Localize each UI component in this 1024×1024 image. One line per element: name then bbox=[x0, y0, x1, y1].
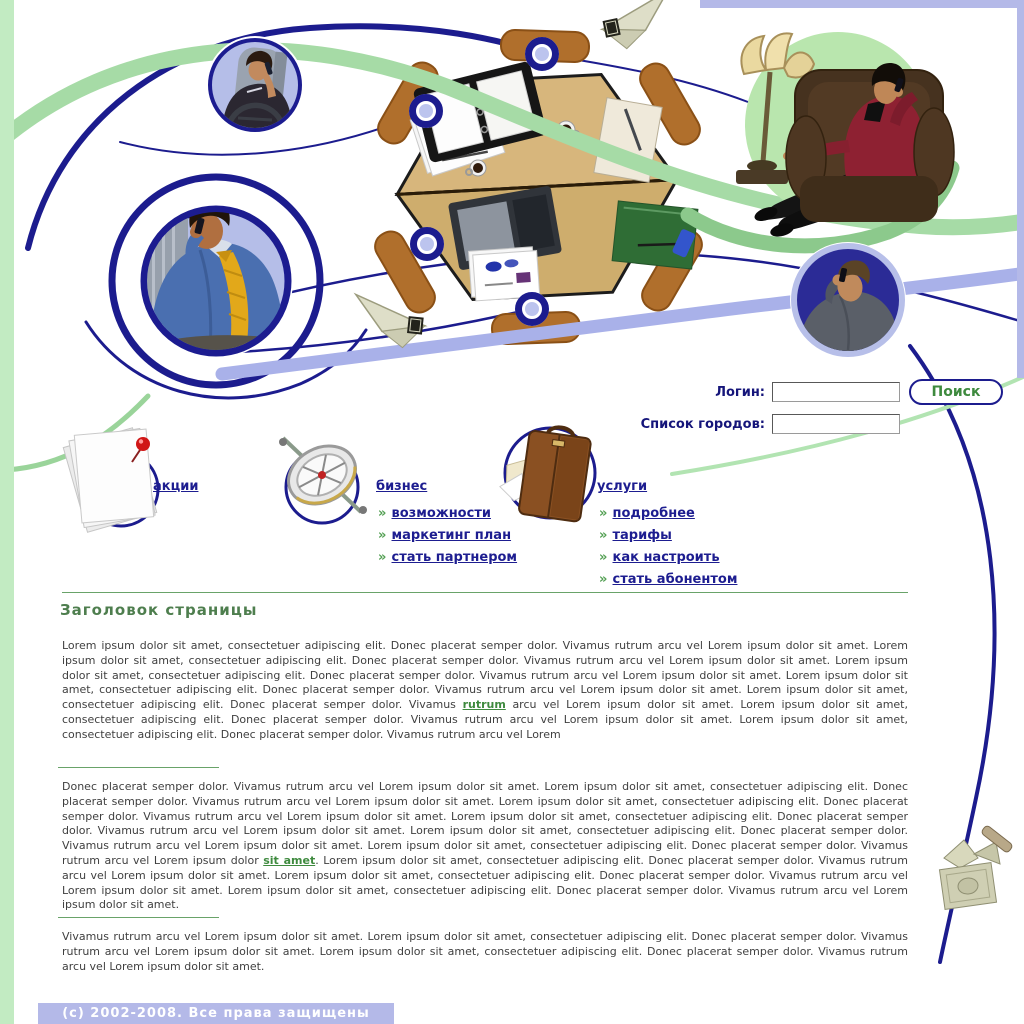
compass-icon bbox=[275, 428, 375, 528]
floor-lamp bbox=[741, 33, 814, 172]
conference-chairs bbox=[370, 29, 707, 344]
mobile-phone bbox=[672, 228, 696, 258]
arrow-bullet-icon: » bbox=[378, 506, 387, 521]
top-edge-strip bbox=[700, 0, 1024, 8]
menu-link-akcii[interactable]: акции bbox=[153, 479, 199, 494]
chair bbox=[370, 226, 440, 317]
conference-table bbox=[391, 71, 682, 303]
arrow-bullet-icon: » bbox=[378, 528, 387, 543]
login-input[interactable] bbox=[772, 382, 900, 402]
body-paragraph: Lorem ipsum dolor sit amet, consectetuer adipiscing elit. Donec placerat semper dolor. Vivamus rutrum arcu vel Lorem ipsum dolor sit amet. Lorem ipsum dolor sit amet, consectetuer adipiscing elit. Donec placerat semper dolor. Vivamus rutrum arcu vel Lorem ipsum dolor sit amet. Lorem ipsum dolor sit amet, consectetuer adipiscing elit. Donec placerat semper dolor. Vivamus rutrum arcu vel Lorem ipsum dolor sit amet. Lorem ipsum dolor sit amet, consectetuer adipiscing elit. Donec placerat semper dolor. Vivamus rutrum arcu vel Lorem ipsum dolor sit amet. Lorem ipsum dolor sit amet, consectetuer adipiscing elit. Donec placerat semper dolor. Vivamus rutrum arcu vel Lorem ipsum dolor sit amet. Lorem ipsum dolor sit amet, consectetuer adipiscing elit. Donec placerat semper dolor. Vivamus rutrum arcu vel Lorem ipsum dolor sit amet. Lorem ipsum dolor sit amet, consectetuer adipiscing elit. Donec placerat semper dolor. Vivamus rutrum arcu vel Lorem bbox=[62, 639, 908, 741]
armchair-arm bbox=[786, 116, 826, 200]
submenu-biznes bbox=[378, 502, 517, 568]
arrow-bullet-icon: » bbox=[599, 550, 608, 565]
submenu-link[interactable]: подробнее bbox=[612, 506, 695, 521]
caller-circle-driver bbox=[206, 36, 304, 134]
side-table bbox=[736, 170, 788, 184]
navy-cross-line bbox=[242, 252, 1024, 324]
laptop bbox=[448, 185, 562, 270]
page-title: Заголовок страницы bbox=[60, 601, 258, 619]
navy-thin-to-lamp bbox=[548, 55, 748, 102]
submenu-link[interactable]: как настроить bbox=[612, 550, 720, 565]
chair bbox=[635, 58, 705, 149]
armchair-arm bbox=[914, 108, 954, 196]
money-origami bbox=[939, 825, 1013, 910]
coffee-cup bbox=[466, 160, 486, 176]
green-folder bbox=[612, 201, 698, 269]
submenu-uslugi bbox=[599, 502, 737, 590]
rutrum-link[interactable]: rutrum bbox=[462, 698, 506, 712]
caller-circle-businessman bbox=[139, 197, 293, 358]
navy-line-to-node bbox=[238, 309, 531, 352]
notebook bbox=[594, 98, 662, 183]
connection-node bbox=[409, 94, 443, 128]
right-edge-strip bbox=[1017, 8, 1024, 378]
paragraph-divider bbox=[58, 767, 219, 768]
submenu-item bbox=[599, 502, 737, 524]
navy-top-sweep bbox=[28, 26, 548, 248]
footer-copyright-bar bbox=[38, 1003, 394, 1024]
submenu-item bbox=[599, 546, 737, 568]
submenu-item bbox=[599, 568, 737, 590]
submenu-link[interactable]: стать абонентом bbox=[612, 572, 738, 587]
cities-input[interactable] bbox=[772, 414, 900, 434]
submenu-link[interactable]: возможности bbox=[391, 506, 491, 521]
paper-sheets bbox=[410, 95, 505, 177]
connection-node bbox=[525, 37, 559, 71]
woman-in-red bbox=[753, 63, 924, 239]
body-paragraph: Donec placerat semper dolor. Vivamus rutrum arcu vel Lorem ipsum dolor sit amet. Lorem ipsum dolor sit amet, consectetuer adipiscing elit. Donec placerat semper dolor. Vivamus rutrum arcu vel Lorem ipsum dolor sit amet. Lorem ipsum dolor sit amet, consectetuer adipiscing elit. Donec placerat semper dolor. Vivamus rutrum arcu vel Lorem ipsum dolor sit amet. Lorem ipsum dolor sit amet, consectetuer adipiscing elit. Donec placerat semper dolor. Vivamus rutrum arcu vel Lorem ipsum dolor sit amet. Lorem ipsum dolor sit amet, consectetuer adipiscing elit. Donec placerat semper dolor. Vivamus rutrum arcu vel Lorem ipsum dolor sit amet. Lorem ipsum dolor sit amet, consectetuer adipiscing elit. Donec placerat semper dolor. Vivamus rutrum arcu vel Lorem ipsum dolor sit amet. Lorem ipsum dolor sit amet, consectetuer adipiscing elit. Donec placerat semper dolor. Vivamus rutrum arcu vel Lorem ipsum dolor sit amet. Lorem ipsum dolor sit amet, consectetuer adipiscing elit. Donec placerat semper dolor. Vivamus rutrum arcu vel Lorem ipsum dolor sit amet. Lorem ipsum dolor sit amet, consectetuer adipiscing elit. Donec placerat semper dolor. Vivamus rutrum arcu vel Lorem ipsum dolor sit amet. bbox=[62, 780, 908, 912]
periwinkle-band bbox=[222, 272, 1024, 374]
chair bbox=[637, 224, 707, 315]
menu-link-uslugi[interactable]: услуги bbox=[597, 479, 648, 494]
left-edge-strip bbox=[0, 0, 14, 1024]
submenu-link[interactable]: тарифы bbox=[612, 528, 672, 543]
copyright-text: (c) 2002-2008. Все права защищены bbox=[62, 1006, 370, 1021]
navy-right-long-curve bbox=[910, 346, 994, 962]
chair bbox=[501, 29, 590, 62]
body-paragraph: Vivamus rutrum arcu vel Lorem ipsum dolor sit amet. Lorem ipsum dolor sit amet, consectetuer adipiscing elit. Donec placerat semper dolor. Vivamus rutrum arcu vel Lorem ipsum dolor sit amet. Lorem ipsum dolor sit amet, consectetuer adipiscing elit. Donec placerat semper dolor. Vivamus rutrum arcu vel Lorem ipsum dolor sit amet. bbox=[62, 930, 908, 973]
paragraph-divider bbox=[58, 917, 219, 918]
navy-bottom-arc bbox=[86, 322, 366, 398]
navy-ring-large bbox=[112, 177, 320, 385]
menu-link-biznes[interactable]: бизнес bbox=[376, 479, 428, 494]
organizer-binder bbox=[413, 61, 548, 164]
cities-label: Список городов: bbox=[640, 417, 765, 432]
connection-node bbox=[410, 227, 444, 261]
caller-circle-gray-shirt-man bbox=[790, 242, 906, 362]
money-plane bbox=[351, 294, 428, 349]
connection-nodes bbox=[409, 37, 559, 326]
sit-amet-link[interactable]: sit amet bbox=[263, 853, 316, 867]
caller-circle-armchair-woman bbox=[688, 32, 954, 246]
submenu-link[interactable]: стать партнером bbox=[391, 550, 518, 565]
submenu-link[interactable]: маркетинг план bbox=[391, 528, 512, 543]
chair bbox=[492, 311, 581, 344]
arrow-bullet-icon: » bbox=[599, 506, 608, 521]
report-papers bbox=[468, 247, 539, 302]
navy-thin-under-driver bbox=[120, 112, 424, 155]
armchair bbox=[795, 70, 943, 188]
heading-divider bbox=[62, 592, 908, 593]
login-label: Логин: bbox=[715, 385, 765, 400]
submenu-item bbox=[378, 502, 517, 524]
green-ribbon bbox=[0, 50, 1024, 227]
briefcase-icon bbox=[498, 420, 608, 535]
table-items bbox=[410, 61, 698, 302]
arrow-bullet-icon: » bbox=[599, 572, 608, 587]
armchair-seat bbox=[800, 176, 938, 222]
money-plane bbox=[597, 0, 677, 53]
search-button[interactable]: Поиск bbox=[909, 379, 1003, 405]
connection-node bbox=[515, 292, 549, 326]
arrow-bullet-icon: » bbox=[599, 528, 608, 543]
chair bbox=[373, 57, 443, 148]
submenu-item bbox=[599, 524, 737, 546]
submenu-item bbox=[378, 546, 517, 568]
submenu-item bbox=[378, 524, 517, 546]
arrow-bullet-icon: » bbox=[378, 550, 387, 565]
coffee-cup bbox=[557, 121, 579, 139]
